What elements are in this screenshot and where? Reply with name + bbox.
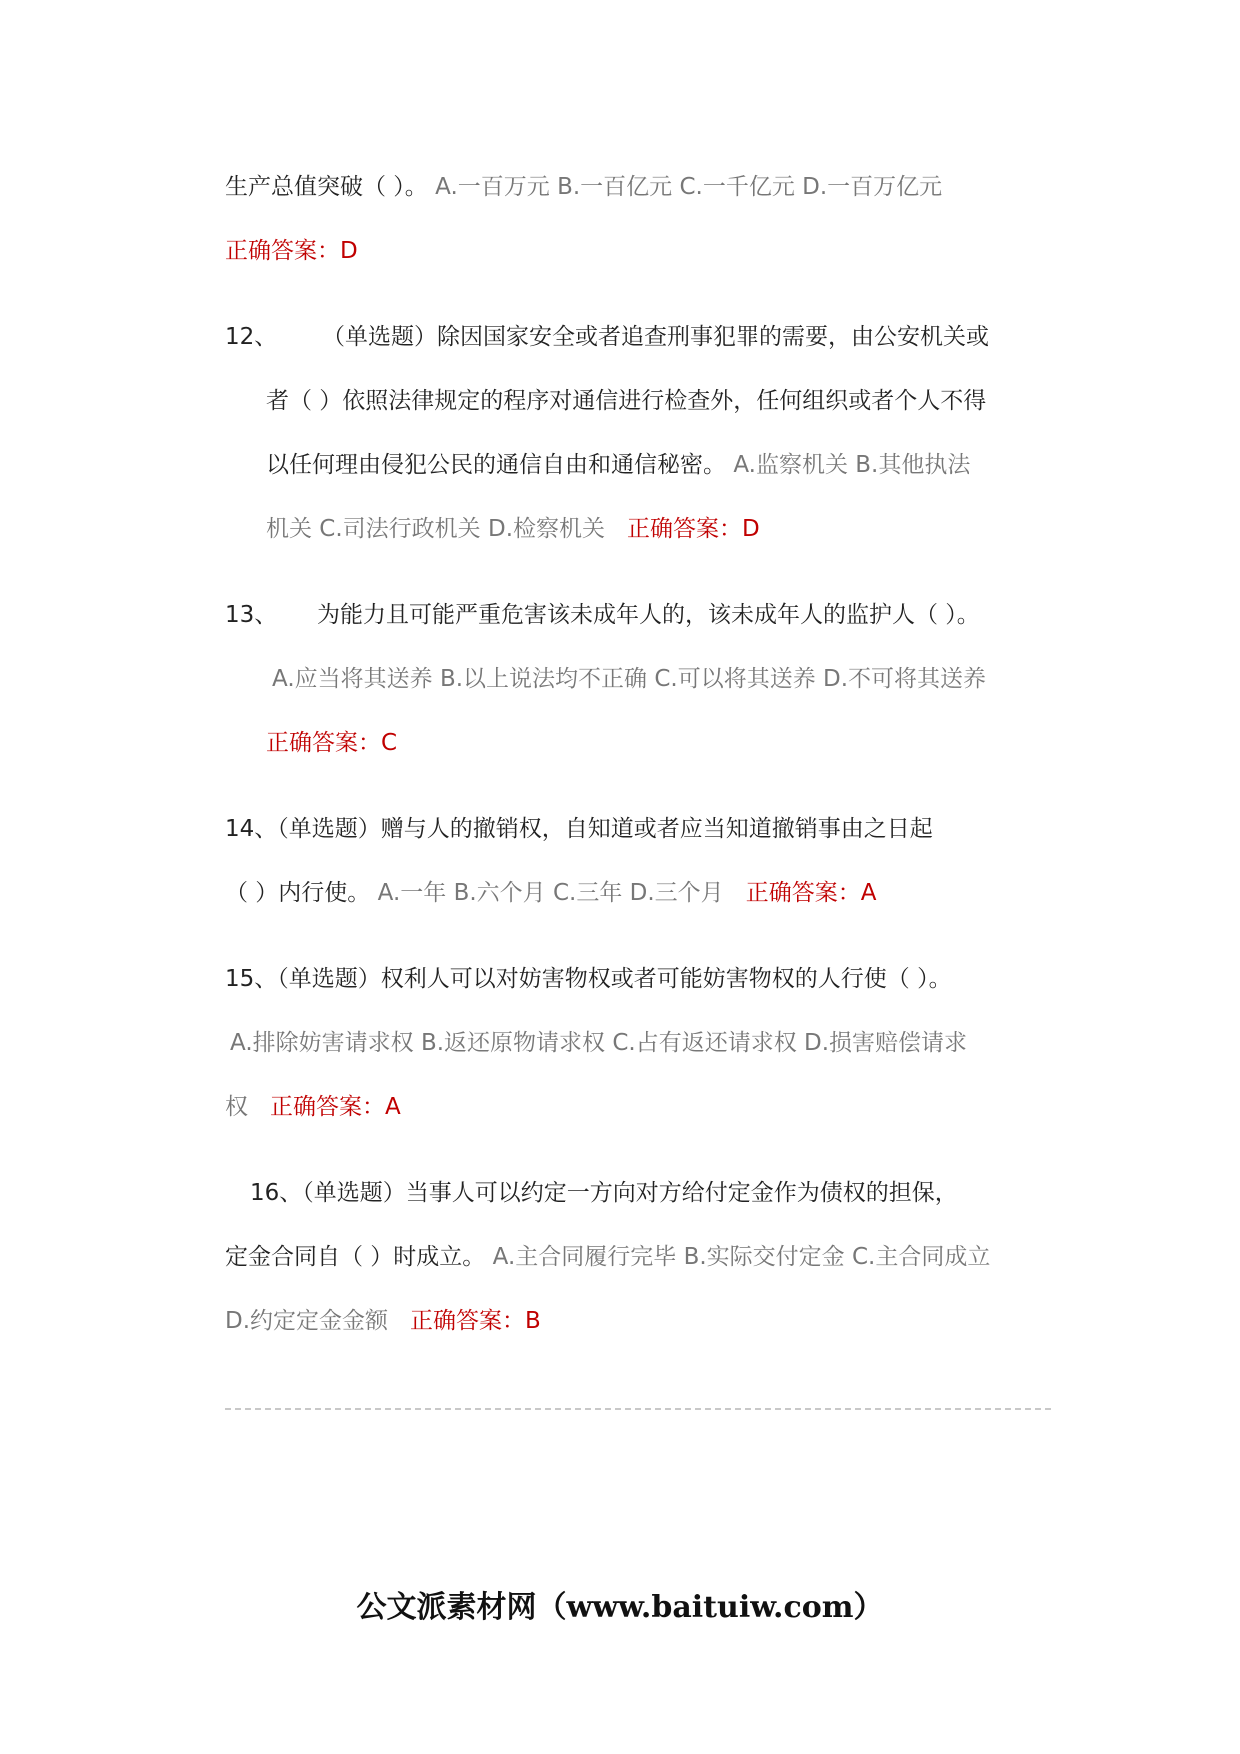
q16-line3 xyxy=(225,1305,541,1337)
q14-stem-tail: （ ）内行使。 xyxy=(225,880,371,906)
q12-options-c-d: 机关 C.司法行政机关 D.检察机关 xyxy=(266,516,606,542)
q12-options-a-b: A.监察机关 B.其他执法 xyxy=(733,452,971,478)
q12-line4 xyxy=(266,513,760,545)
q15-line2 xyxy=(230,1027,967,1059)
q12-line2: 者（ ）依照法律规定的程序对通信进行检查外，任何组织或者个人不得 xyxy=(266,388,987,414)
q14-line1: 14、（单选题）赠与人的撤销权，自知道或者应当知道撤销事由之日起 xyxy=(225,816,933,842)
q13-answer: 正确答案：C xyxy=(266,730,398,756)
q15-options: A.排除妨害请求权 B.返还原物请求权 C.占有返还请求权 D.损害赔偿请求 xyxy=(230,1030,968,1056)
q14-answer: 正确答案：A xyxy=(745,880,877,906)
q16-line1: 16、（单选题）当事人可以约定一方向对方给付定金作为债权的担保， xyxy=(250,1180,958,1206)
q15-line1: 15、（单选题）权利人可以对妨害物权或者可能妨害物权的人行使（ ）。 xyxy=(225,966,952,992)
q11-answer: 正确答案：D xyxy=(225,238,358,264)
q15-answer: 正确答案：A xyxy=(270,1094,401,1120)
q11-stem: 生产总值突破（ ）。 xyxy=(225,174,428,200)
q12-line3 xyxy=(266,449,970,481)
q16-options-a-c: A.主合同履行完毕 B.实际交付定金 C.主合同成立 xyxy=(492,1244,991,1270)
q12-stem-tail: 以任何理由侵犯公民的通信自由和通信秘密。 xyxy=(266,452,726,478)
q12-line1: （单选题）除因国家安全或者追查刑事犯罪的需要，由公安机关或 xyxy=(322,324,989,350)
q14-line2 xyxy=(225,877,876,909)
q13-stem: 为能力且可能严重危害该未成年人的，该未成年人的监护人（ ）。 xyxy=(317,602,980,628)
q11-answer-line xyxy=(225,235,358,267)
q16-answer: 正确答案：B xyxy=(410,1308,541,1334)
footer-source: 公文派素材网（www.baituiw.com） xyxy=(356,1590,884,1625)
q16-line2 xyxy=(225,1241,990,1273)
q16-stem-tail: 定金合同自（ ）时成立。 xyxy=(225,1244,486,1270)
q16-options-d: D.约定定金金额 xyxy=(225,1308,389,1334)
q15-line3 xyxy=(225,1091,401,1123)
q13-number: 13、 xyxy=(225,602,278,628)
q12-answer: 正确答案：D xyxy=(627,516,760,542)
q13-options-line xyxy=(272,663,986,695)
q11-line xyxy=(225,171,942,203)
q13-answer-line xyxy=(266,727,397,759)
q14-options: A.一年 B.六个月 C.三年 D.三个月 xyxy=(377,880,724,906)
q11-options: A.一百万元 B.一百亿元 C.一千亿元 D.一百万亿元 xyxy=(435,174,943,200)
q12-number: 12、 xyxy=(225,324,278,350)
dashed-divider xyxy=(225,1408,1051,1410)
q15-options-tail: 权 xyxy=(225,1094,248,1120)
q13-options: A.应当将其送养 B.以上说法均不正确 C.可以将其送养 D.不可将其送养 xyxy=(272,666,987,692)
